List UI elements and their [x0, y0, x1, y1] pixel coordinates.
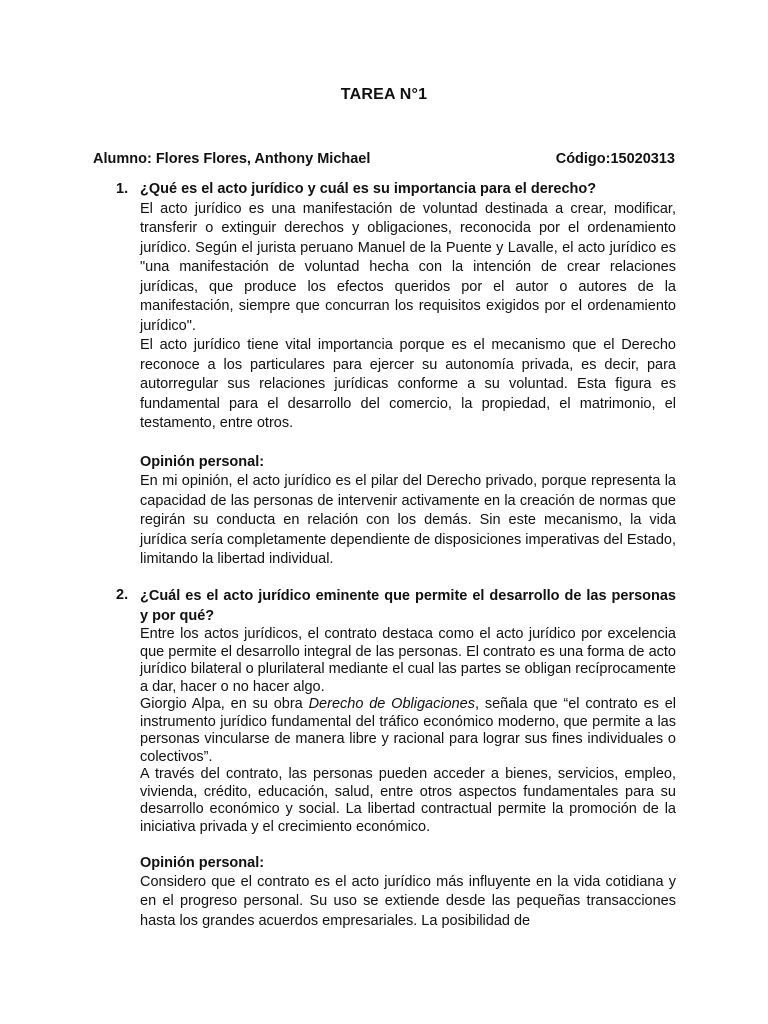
citation-quote: , señala que “el contrato es el instrumento jurídico fundamental del tráfico económico moderno, que permite a las personas vincularse de manera libre y racional para lograr sus fines individuales o colectivos”.: [140, 696, 676, 765]
question-number: 1.: [116, 181, 129, 197]
opinion-paragraph: En mi opinión, el acto jurídico es el pilar del Derecho privado, porque representa la capacidad de las personas de intervenir activamente en la creación de normas que regirán su conducta en relación con los demás. Sin este mecanismo, la vida jurídica sería completamente dependiente de disposiciones imperativas del Estado, limitando la libertad individual.: [140, 473, 677, 567]
question-answer: [140, 626, 676, 931]
question-1: [116, 180, 676, 570]
student-code: Código:15020313: [555, 151, 675, 167]
page-title: TAREA N°1: [340, 86, 428, 103]
answer-paragraph: El acto jurídico es una manifestación de voluntad destinada a crear, modificar, transferir o extinguir derechos y obligaciones, reconocida por el ordenamiento jurídico. Según el jurista peruano Manuel de la Puente y Lavalle, el acto jurídico es "una manifestación de voluntad hecha con la intención de crear relaciones jurídicas, que produce los efectos queridos por el autor o autores de la manifestación, siempre que concurran los requisitos exigidos por el ordenamiento jurídico".: [140, 200, 676, 334]
citation-lead: Giorgio Alpa, en su obra: [140, 696, 309, 712]
student-info-row: [93, 151, 675, 167]
citation-paragraph: [140, 696, 676, 766]
opinion-heading: Opinión personal:: [140, 453, 265, 470]
citation-work: Derecho de Obligaciones: [308, 696, 475, 712]
answer-paragraph: A través del contrato, las personas pueden acceder a bienes, servicios, empleo, vivienda, crédito, educación, salud, entre otros aspectos fundamentales para su desarrollo económico y social. La libertad contractual permite la promoción de la iniciativa privada y el crecimiento económico.: [140, 766, 676, 835]
opinion-paragraph: Considero que el contrato es el acto jurídico más influyente en la vida cotidiana y en el progreso personal. Su uso se extiende desde las pequeñas transacciones hasta los grandes acuerdos empresariales. La posibilidad de: [140, 873, 676, 929]
question-title: ¿Qué es el acto jurídico y cuál es su importancia para el derecho?: [140, 181, 597, 197]
student-name: Alumno: Flores Flores, Anthony Michael: [93, 151, 371, 167]
question-title: ¿Cuál es el acto jurídico eminente que permite el desarrollo de las personas y por qué?: [140, 588, 676, 624]
answer-paragraph: Entre los actos jurídicos, el contrato destaca como el acto jurídico por excelencia que permite el desarrollo integral de las personas. El contrato es una forma de acto jurídico bilateral o plurilateral mediante el cual las partes se obligan recíprocamente a dar, hacer o no hacer algo.: [140, 626, 676, 695]
answer-paragraph: El acto jurídico tiene vital importancia porque es el mecanismo que el Derecho reconoce a los particulares para ejercer su autonomía privada, es decir, para autorregular sus relaciones jurídicas conforme a su voluntad. Esta figura es fundamental para el desarrollo del comercio, la propiedad, el matrimonio, el testamento, entre otros.: [140, 337, 676, 431]
opinion-heading: Opinión personal:: [140, 855, 265, 871]
question-answer: [140, 200, 676, 570]
question-number: 2.: [116, 587, 129, 603]
question-2: [116, 586, 676, 931]
